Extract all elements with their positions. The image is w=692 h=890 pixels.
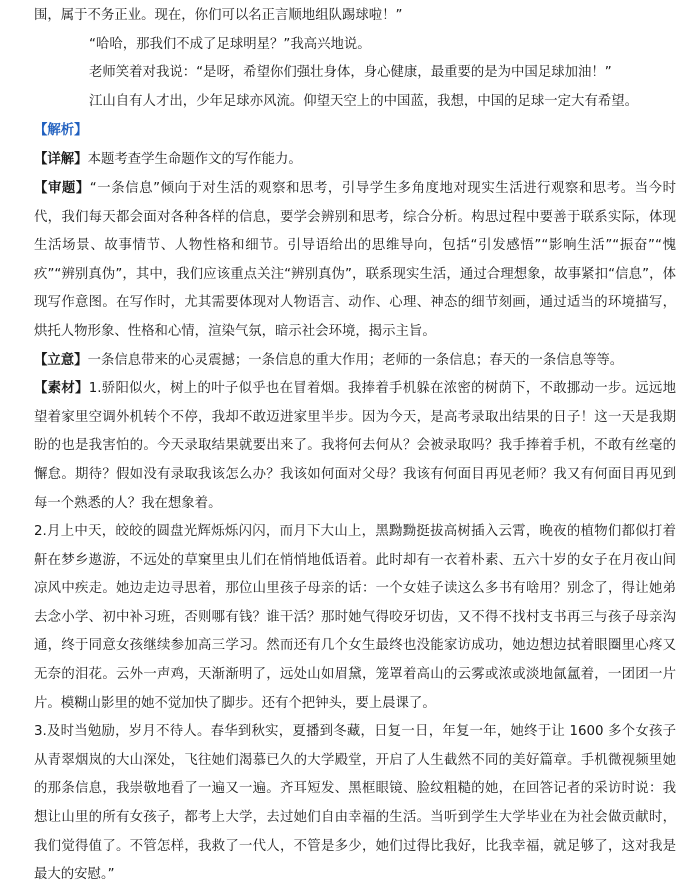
story-paragraph-2: “哈哈，那我们不成了足球明星？”我高兴地说。 <box>89 36 371 52</box>
material-tag: 【素材】 <box>34 381 89 397</box>
theme-tag: 【立意】 <box>34 352 88 368</box>
story-paragraph-4: 江山自有人才出，少年足球亦风流。仰望天空上的中国蓝，我想，中国的足球一定大有希望。 <box>89 93 639 109</box>
review-paragraph <box>34 175 676 347</box>
detail-paragraph <box>34 146 676 175</box>
material-text-1: 1.骄阳似火，树上的叶子似乎也在冒着烟。我捧着手机躲在浓密的树荫下，不敢挪动一步。远远地望着家里空调外机转个不停，我却不敢迈进家里半步。因为今天，是高考录取出结果的日子！这一天是我期盼的也是我害怕的。今天录取结果就要出来了。我将何去何从？会被录取吗？我手捧着手机，不敢有丝毫的懈怠。期待？假如没有录取我该怎么办？我该如何面对父母？我该有何面目再见老师？我又有何面目再见到每一个熟悉的人？我在想象着。 <box>34 381 676 511</box>
story-paragraph-1: 围，属于不务正业。现在，你们可以名正言顺地组队踢球啦！” <box>34 8 403 23</box>
material-paragraph-2: 2.月上中天，皎皎的圆盘光辉烁烁闪闪，而月下大山上，黑黝黝挺拔高树插入云霄，晚夜的植物们都似打着鼾在梦乡遨游，不远处的草窠里虫儿们在悄悄地低语着。此时却有一衣着朴素、五六十岁的女子在月夜山间凉风中疾走。她边走边寻思着，那位山里孩子母亲的话：一个女娃子读这么多书有啥用？别念了，得让她弟去念小学、初中补习班，否则哪有钱？谁干活？那时她气得咬牙切齿，又不得不找村支书再三与孩子母亲沟通，终于同意女孩继续参加高三学习。然而还有几个女生最终也没能家访成功，她边想边拭着眼圈里心疼又无奈的泪花。云外一声鸡，天渐渐明了，远处山如眉黛，笼罩着高山的云雾或浓或淡地氤氲着，一团团一片片。模糊山影里的她不觉加快了脚步。还有个把钟头，要上晨课了。 <box>34 524 676 711</box>
review-tag: 【审题】 <box>34 180 90 196</box>
review-text: “一条信息”倾向于对生活的观察和思考，引导学生多角度地对现实生活进行观察和思考。当今时代，我们每天都会面对各种各样的信息，要学会辨别和思考，综合分析。构思过程中要善于联系实际，体现生活场景、故事情节、人物性格和细节。引导语给出的思维导向，包括“引发感悟”“影响生活”“振奋”“愧疚”“辨别真伪”，其中，我们应该重点关注“辨别真伪”，联系现实生活，通过合理想象，故事紧扣“信息”，体现写作意图。在写作时，尤其需要体现对人物语言、动作、心理、神态的细节刻画，通过适当的环境描写，烘托人物形象、性格和心情，渲染气氛，暗示社会环境，揭示主旨。 <box>34 180 677 339</box>
material-paragraph-3: 3.及时当勉励，岁月不待人。春华到秋实，夏播到冬藏，日复一日，年复一年，她终于让 1600 多个女孩子从青翠烟岚的大山深处，飞往她们渴慕已久的大学殿堂，开启了人生截然不同的美好篇章。手机微视频里她的那条信息，我崇敬地看了一遍又一遍。齐耳短发、黑框眼镜、脸纹粗糙的她，在回答记者的采访时说：我想让山里的所有女孩子，都考上大学，去过她们自由幸福的生活。当听到学生大学毕业在为社会做贡献时，我们觉得值了。不管怎样，我救了一代人，不管是多少，她们过得比我好，比我幸福，就足够了，这对我是最大的安慰。” <box>34 724 676 883</box>
theme-paragraph <box>34 347 676 376</box>
analysis-section-label: 【解析】 <box>34 123 88 139</box>
theme-text: 一条信息带来的心灵震撼；一条信息的重大作用；老师的一条信息；春天的一条信息等等。 <box>87 352 624 368</box>
story-paragraph-3: 老师笑着对我说：“是呀，希望你们强壮身体，身心健康，最重要的是为中国足球加油！” <box>89 65 612 81</box>
detail-text: 本题考查学生命题作文的写作能力。 <box>87 152 302 168</box>
material-paragraph-1 <box>34 375 676 518</box>
detail-tag: 【详解】 <box>34 152 88 168</box>
